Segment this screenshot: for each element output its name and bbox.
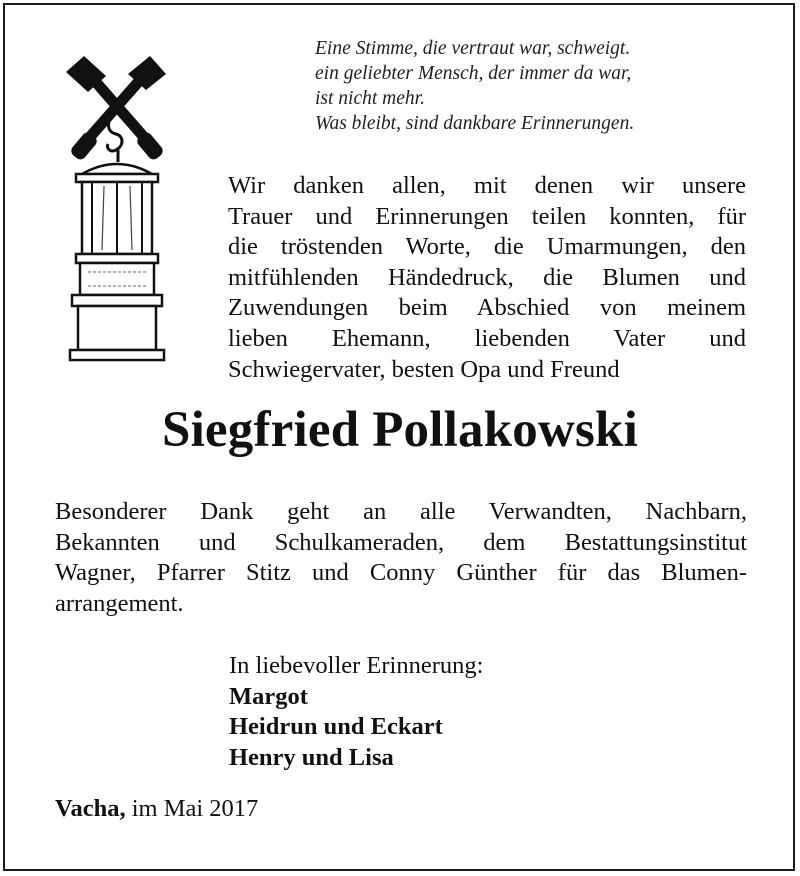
- signers-intro: In liebevoller Erinnerung:: [229, 652, 484, 679]
- deceased-name: Siegfried Pollakowski: [162, 402, 638, 458]
- special-thanks-line: arrangement.: [55, 589, 184, 617]
- signers-block: [229, 651, 689, 773]
- poem-line: Eine Stimme, die vertraut war, schweigt.: [315, 38, 631, 59]
- special-thanks-line: Besonderer Dank geht an alle Verwandten, Nachbarn,: [55, 498, 747, 525]
- special-thanks-paragraph: [55, 497, 747, 619]
- poem-line: ein geliebter Mensch, der immer da war,: [315, 63, 632, 84]
- memorial-poem: [315, 36, 755, 136]
- hammer-and-pick-miners-lamp-icon: [62, 50, 172, 368]
- thanks-line: die tröstenden Worte, die Umarmungen, den: [228, 233, 746, 261]
- thanks-line: Trauer und Erinnerungen teilen konnten, für: [228, 202, 746, 230]
- poem-line: ist nicht mehr.: [315, 88, 425, 109]
- special-thanks-line: Wagner, Pfarrer Stitz und Conny Günther für das Blumen-: [55, 559, 747, 587]
- place-city: Vacha,: [55, 795, 126, 822]
- thanks-line: Zuwendungen beim Abschied von meinem: [228, 294, 746, 322]
- poem-line: Was bleibt, sind dankbare Erinnerungen.: [315, 113, 635, 134]
- thanks-paragraph: [228, 171, 746, 385]
- thanks-line: Wir danken allen, mit denen wir unsere: [228, 172, 746, 199]
- place-date: im Mai 2017: [131, 795, 259, 822]
- signer-name: Heidrun und Eckart: [229, 713, 443, 741]
- special-thanks-line: Bekannten und Schulkameraden, dem Bestattungsinstitut: [55, 528, 747, 556]
- thanks-line: lieben Ehemann, liebenden Vater und: [228, 324, 746, 352]
- thanks-line: Schwiegervater, besten Opa und Freund: [228, 355, 620, 383]
- thanks-line: mitfühlenden Händedruck, die Blumen und: [228, 263, 746, 291]
- signer-name: Henry und Lisa: [229, 743, 394, 771]
- place-and-date: [55, 794, 258, 825]
- signer-name: Margot: [229, 682, 308, 710]
